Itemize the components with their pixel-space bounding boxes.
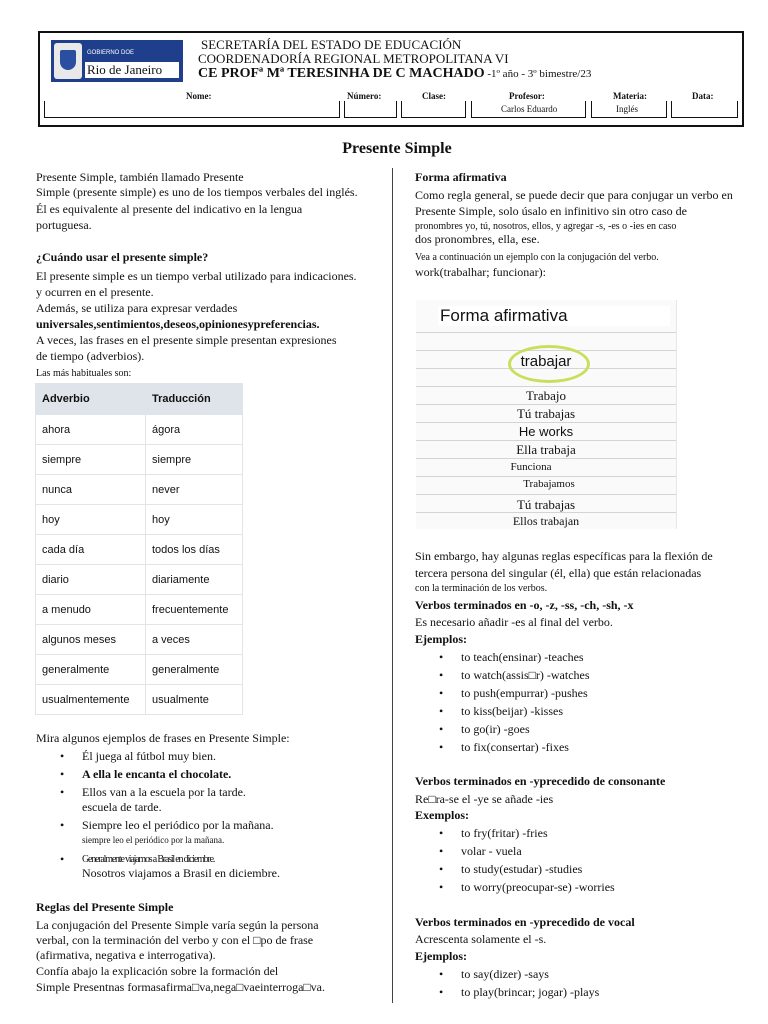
- bullet-icon: •: [439, 967, 444, 981]
- when-heading: ¿Cuándo usar el presente simple?: [36, 250, 209, 264]
- table-cell: hoy: [36, 505, 146, 535]
- rules-heading: Reglas del Presente Simple: [36, 900, 174, 914]
- conjugation-form: Ella trabaja: [516, 442, 576, 457]
- rule2-example: to worry(preocupar-se) -worries: [461, 880, 615, 894]
- table-cell: generalmente: [146, 655, 243, 685]
- table-row: [36, 625, 243, 655]
- third-person-line: tercera persona del singular (él, ella) que están relacionadas: [415, 566, 702, 580]
- when-line: Las más habituales son:: [36, 368, 132, 379]
- table-cell: generalmente: [36, 655, 146, 685]
- rules-line: Confía abajo la explicación sobre la formación del: [36, 964, 279, 978]
- table-row: [36, 685, 243, 715]
- when-line: Además, se utiliza para expresar verdades: [36, 301, 238, 315]
- table-row: [36, 475, 243, 505]
- affirm-line: dos pronombres, ella, ese.: [415, 232, 540, 246]
- rule1-line: Es necesario añadir -es al final del verbo.: [415, 615, 613, 629]
- field-profesor-value: Carlos Eduardo: [501, 104, 558, 114]
- bullet-icon: •: [439, 826, 444, 840]
- examples-intro: Mira algunos ejemplos de frases en Presente Simple:: [36, 731, 290, 745]
- table-row: [36, 535, 243, 565]
- table-cell: todos los días: [146, 535, 243, 565]
- field-materia-value: Inglés: [616, 104, 638, 114]
- rule1-examples-label: Ejemplos:: [415, 632, 467, 646]
- bullet-icon: •: [439, 668, 444, 682]
- bullet-icon: •: [439, 862, 444, 876]
- table-cell: a menudo: [36, 595, 146, 625]
- field-label-numero: Número:: [347, 91, 382, 101]
- bullet-icon: •: [439, 740, 444, 754]
- field-data-box[interactable]: [671, 101, 738, 118]
- example-sentence: Él juega al fútbol muy bien.: [82, 749, 216, 763]
- when-line: A veces, las frases en el presente simple presentan expresiones: [36, 333, 337, 347]
- intro-line: Simple (presente simple) es uno de los tiempos verbales del inglés.: [36, 185, 358, 199]
- header-line-1: SECRETARÍA DEL ESTADO DE EDUCACIÓN: [201, 37, 462, 52]
- table-header-row: [36, 384, 243, 415]
- rule1-example: to push(empurrar) -pushes: [461, 686, 588, 700]
- conjugation-form: Trabajo: [526, 388, 566, 403]
- table-cell: siempre: [146, 445, 243, 475]
- rule3-example: to say(dizer) -says: [461, 967, 549, 981]
- field-label-profesor: Profesor:: [509, 91, 545, 101]
- bullet-icon: •: [439, 880, 444, 894]
- table-cell: never: [146, 475, 243, 505]
- table-cell: diario: [36, 565, 146, 595]
- field-label-materia: Materia:: [613, 91, 647, 101]
- coat-of-arms-icon: [54, 43, 82, 79]
- third-person-line: con la terminación de los verbos.: [415, 583, 548, 594]
- conjugation-title: Forma afirmativa: [438, 306, 670, 326]
- header-line-2: COORDENADORÍA REGIONAL METROPOLITANA VI: [198, 51, 509, 66]
- logo-small-text: GOBIERNO DOE: [87, 50, 135, 56]
- table-cell: hoy: [146, 505, 243, 535]
- rules-line: (afirmativa, negativa e interrogativa).: [36, 948, 216, 962]
- logo-city: Rio de Janeiro: [85, 62, 179, 78]
- bullet-icon: •: [439, 686, 444, 700]
- when-line: El presente simple es un tiempo verbal utilizado para indicaciones.: [36, 269, 357, 283]
- example-sentence: Siempre leo el periódico por la mañana.: [82, 818, 274, 832]
- table-cell: usualmentemente: [36, 685, 146, 715]
- rule2-examples-label: Exemplos:: [415, 808, 469, 822]
- field-nome-box[interactable]: [44, 101, 340, 118]
- field-label-data: Data:: [692, 91, 714, 101]
- conjugation-form: He works: [518, 424, 574, 439]
- rules-line: verbal, con la terminación del verbo y con el □po de frase: [36, 933, 314, 947]
- table-header: Traducción: [146, 384, 243, 415]
- table-row: [36, 445, 243, 475]
- table-row: [36, 505, 243, 535]
- bullet-icon: •: [439, 704, 444, 718]
- bullet-icon: •: [60, 749, 65, 763]
- bullet-icon: •: [439, 650, 444, 664]
- example-sentence: Nosotros viajamos a Brasil en diciembre.: [82, 866, 280, 880]
- intro-line: Él es equivalente al presente del indicativo en la lengua: [36, 202, 303, 216]
- table-cell: siempre: [36, 445, 146, 475]
- column-divider: [392, 168, 393, 1003]
- rule3-examples-label: Ejemplos:: [415, 949, 467, 963]
- field-label-clase: Clase:: [422, 91, 446, 101]
- affirm-line: Presente Simple, solo úsalo en infinitivo sin otro caso de: [415, 204, 687, 218]
- affirm-line: Como regla general, se puede decir que para conjugar un verbo en: [415, 188, 733, 202]
- rule1-example: to fix(consertar) -fixes: [461, 740, 569, 754]
- rule3-heading: Verbos terminados en -yprecedido de vocal: [415, 915, 635, 929]
- rule1-heading: Verbos terminados en -o, -z, -ss, -ch, -sh, -x: [415, 598, 634, 612]
- header-line-3: CE PROFª Mª TERESINHA DE C MACHADO -1º año - 3º bimestre/23: [198, 66, 592, 81]
- rio-government-logo: [51, 40, 183, 82]
- rule1-example: to go(ir) -goes: [461, 722, 530, 736]
- table-row: [36, 595, 243, 625]
- rule2-line: Re□ra-se el -ye se añade -ies: [415, 792, 554, 806]
- conjugation-form: Tú trabajas: [516, 406, 576, 421]
- table-cell: diariamente: [146, 565, 243, 595]
- rule2-heading: Verbos terminados en -yprecedido de consonante: [415, 774, 666, 788]
- rule1-example: to watch(assis□r) -watches: [461, 668, 590, 682]
- bullet-icon: •: [60, 767, 65, 781]
- example-sentence: Ellos van a la escuela por la tarde.: [82, 785, 246, 799]
- affirm-heading: Forma afirmativa: [415, 170, 507, 184]
- page-title: Presente Simple: [342, 140, 452, 157]
- bullet-icon: •: [60, 818, 65, 832]
- conjugation-form: Tú trabajas: [516, 497, 576, 512]
- affirm-line: work(trabalhar; funcionar):: [415, 265, 546, 279]
- example-sentence: escuela de tarde.: [82, 800, 162, 814]
- table-cell: ágora: [146, 415, 243, 445]
- bullet-icon: •: [439, 844, 444, 858]
- conjugation-form: Ellos trabajan: [512, 514, 580, 528]
- rule2-example: to fry(fritar) -fries: [461, 826, 548, 840]
- field-clase-box[interactable]: [401, 101, 466, 118]
- table-cell: nunca: [36, 475, 146, 505]
- bullet-icon: •: [60, 852, 65, 866]
- when-line: de tiempo (adverbios).: [36, 349, 145, 363]
- conjugation-image: [416, 300, 677, 529]
- table-cell: frecuentemente: [146, 595, 243, 625]
- bullet-icon: •: [439, 985, 444, 999]
- affirm-line: Vea a continuación un ejemplo con la conjugación del verbo.: [415, 252, 659, 263]
- conjugation-verb: trabajar: [520, 353, 572, 370]
- example-sentence: Generalmente viajamos a Brasil en diciembre.: [82, 854, 215, 865]
- table-cell: ahora: [36, 415, 146, 445]
- intro-line: Presente Simple, también llamado Presente: [36, 170, 244, 184]
- table-row: [36, 655, 243, 685]
- rule1-example: to kiss(beijar) -kisses: [461, 704, 563, 718]
- table-cell: algunos meses: [36, 625, 146, 655]
- rule3-line: Acrescenta solamente el -s.: [415, 932, 547, 946]
- rules-line: La conjugación del Presente Simple varía según la persona: [36, 918, 319, 932]
- adverb-table: [35, 383, 243, 715]
- rules-line: Simple Presentnas formasafirma□va,nega□vaeinterroga□va.: [36, 980, 325, 994]
- table-row: [36, 565, 243, 595]
- table-cell: cada día: [36, 535, 146, 565]
- rule2-example: volar - vuela: [461, 844, 522, 858]
- field-numero-box[interactable]: [344, 101, 397, 118]
- when-line: y ocurren en el presente.: [36, 285, 154, 299]
- table-header: Adverbio: [36, 384, 146, 415]
- when-bold-line: universales,sentimientos,deseos,opinionesypreferencias.: [36, 317, 320, 331]
- rule2-example: to study(estudar) -studies: [461, 862, 583, 876]
- rule1-example: to teach(ensinar) -teaches: [461, 650, 584, 664]
- table-cell: usualmente: [146, 685, 243, 715]
- conjugation-form: Funciona: [510, 461, 552, 473]
- third-person-line: Sin embargo, hay algunas reglas específicas para la flexión de: [415, 549, 713, 563]
- example-sentence: siempre leo el periódico por la mañana.: [82, 835, 225, 845]
- conjugation-form: Trabajamos: [523, 478, 575, 490]
- field-label-nome: Nome:: [186, 91, 212, 101]
- bullet-icon: •: [439, 722, 444, 736]
- affirm-line: pronombres yo, tú, nosotros, ellos, y agregar -s, -es o -ies en caso: [415, 221, 677, 232]
- table-row: [36, 415, 243, 445]
- rule3-example: to play(brincar; jogar) -plays: [461, 985, 600, 999]
- example-sentence: A ella le encanta el chocolate.: [82, 767, 232, 781]
- bullet-icon: •: [60, 785, 65, 799]
- intro-line: portuguesa.: [36, 218, 92, 232]
- table-cell: a veces: [146, 625, 243, 655]
